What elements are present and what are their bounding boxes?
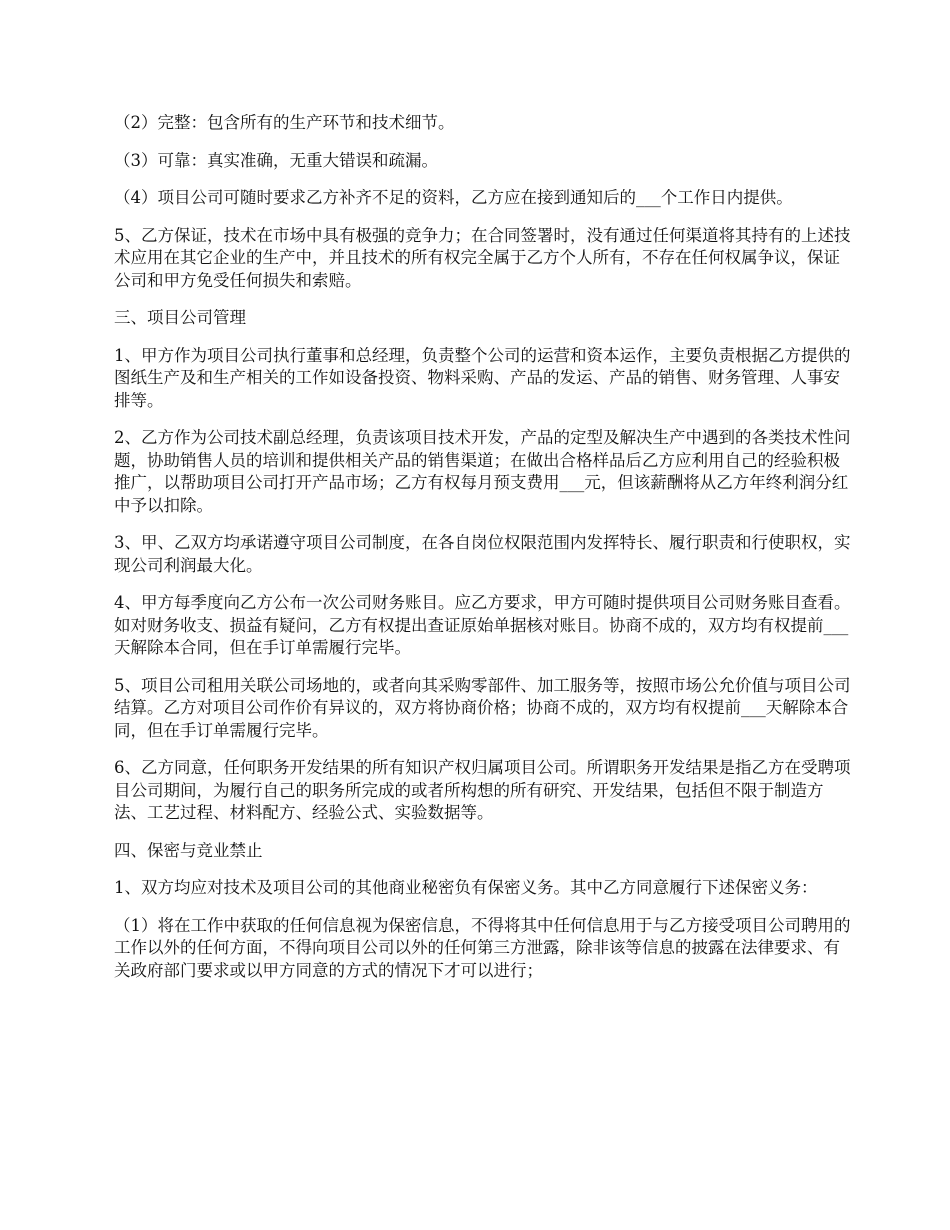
clause-5-guarantee: 5、乙方保证，技术在市场中具有极强的竞争力；在合同签署时，没有通过任何渠道将其持有的上述技术应用在其它企业的生产中，并且技术的所有权完全属于乙方个人所有，不存在任何权属争议，保证公司和甲方免受任何损失和索赔。 <box>114 225 851 290</box>
management-clause-4: 4、甲方每季度向乙方公布一次公司财务账目。应乙方要求，甲方可随时提供项目公司财务账目查看。如对财务收支、损益有疑问，乙方有权提出查证原始单据核对账目。协商不成的，双方均有权提前___天解除本合同，但在手订单需履行完毕。 <box>114 593 851 657</box>
section-heading-confidentiality: 四、保密与竞业禁止 <box>114 840 263 860</box>
confidentiality-clause-1: 1、双方均应对技术及项目公司的其他商业秘密负有保密义务。其中乙方同意履行下述保密义务： <box>114 878 818 897</box>
clause-2-complete: （2）完整：包含所有的生产环节和技术细节。 <box>114 113 455 132</box>
document-body <box>114 112 854 997</box>
management-clause-1: 1、甲方作为项目公司执行董事和总经理，负责整个公司的运营和资本运作，主要负责根据乙方提供的图纸生产及和生产相关的工作如设备投资、物料采购、产品的发运、产品的销售、财务管理、人事安排等。 <box>114 345 851 410</box>
section-heading-management: 三、项目公司管理 <box>114 308 246 327</box>
management-clause-6: 6、乙方同意，任何职务开发结果的所有知识产权归属项目公司。所谓职务开发结果是指乙方在受聘项目公司期间，为履行自己的职务所完成的或者所构想的所有研究、开发结果，包括但不限于制造方法、工艺过程、材料配方、经验公式、实验数据等。 <box>114 758 851 822</box>
management-clause-3: 3、甲、乙双方均承诺遵守项目公司制度，在各自岗位权限范围内发挥特长、履行职责和行使职权，实现公司利润最大化。 <box>114 533 851 575</box>
clause-3-reliable: （3）可靠：真实准确，无重大错误和疏漏。 <box>114 150 438 170</box>
confidentiality-subclause-1: （1）将在工作中获取的任何信息视为保密信息，不得将其中任何信息用于与乙方接受项目公司聘用的工作以外的任何方面，不得向项目公司以外的任何第三方泄露，除非该等信息的披露在法律要求、有关政府部门要求或以甲方同意的方式的情况下才可以进行； <box>114 915 851 980</box>
management-clause-5: 5、项目公司租用关联公司场地的，或者向其采购零部件、加工服务等，按照市场公允价值与项目公司结算。乙方对项目公司作价有异议的，双方将协商价格；协商不成的，双方均有权提前___天解除本合同，但在手订单需履行完毕。 <box>114 675 851 740</box>
management-clause-2: 2、乙方作为公司技术副总经理，负责该项目技术开发，产品的定型及解决生产中遇到的各类技术性问题，协助销售人员的培训和提供相关产品的销售渠道；在做出合格样品后乙方应利用自己的经验积极推广，以帮助项目公司打开产品市场；乙方有权每月预支费用___元，但该薪酬将从乙方年终利润分红中予以扣除。 <box>114 428 851 515</box>
clause-4-supplement: （4）项目公司可随时要求乙方补齐不足的资料，乙方应在接到通知后的___个工作日内提供。 <box>114 188 793 207</box>
